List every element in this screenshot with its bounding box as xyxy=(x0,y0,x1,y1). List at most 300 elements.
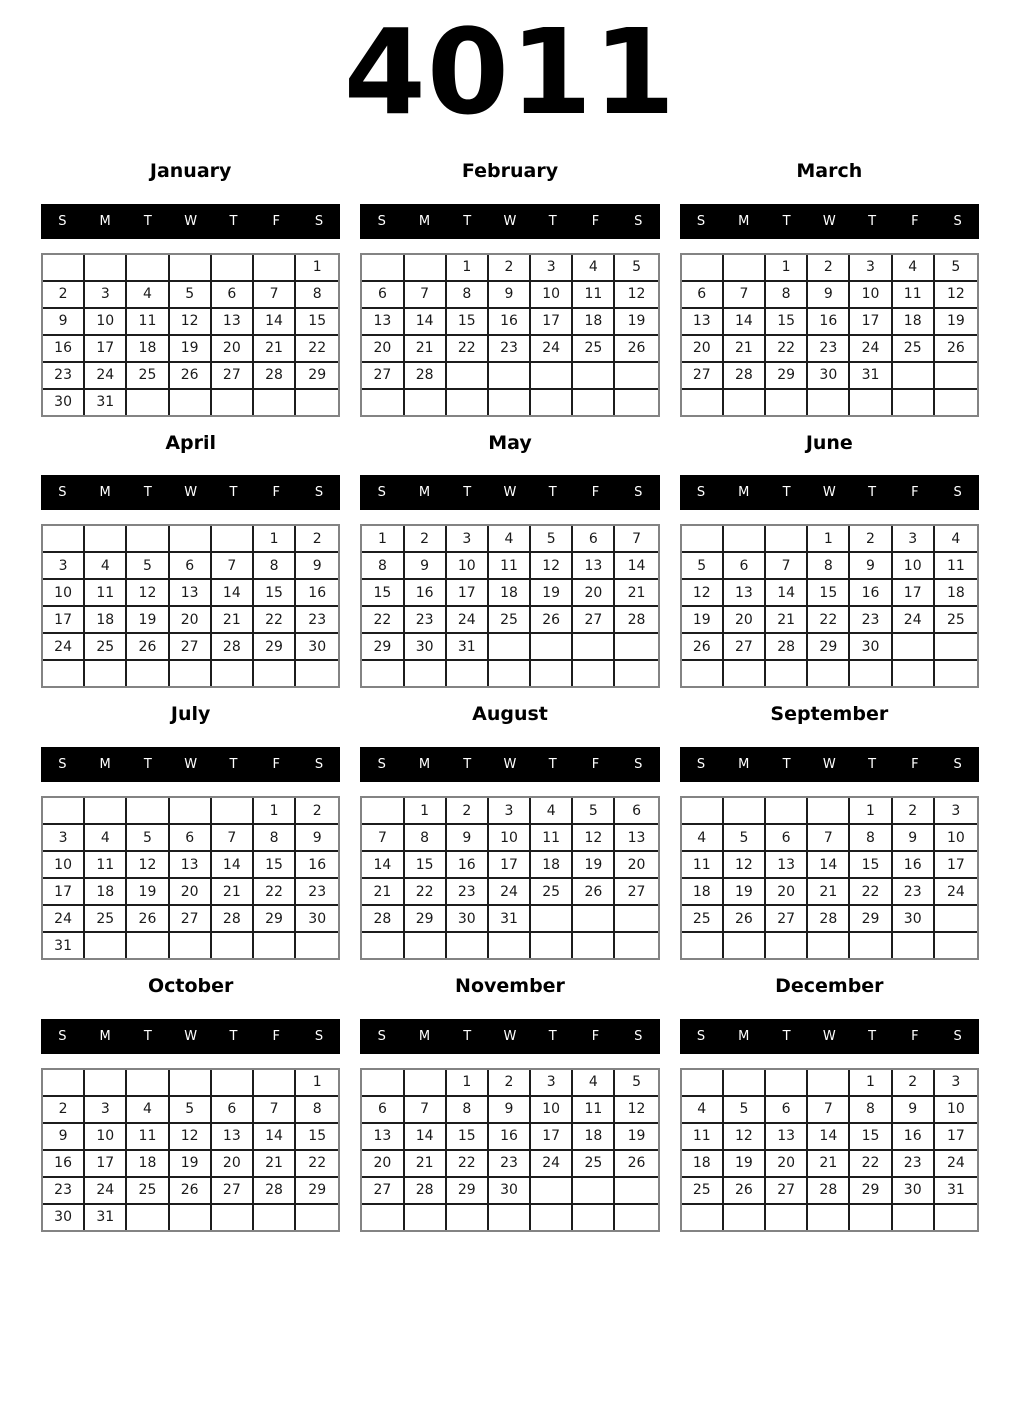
day-cell: 3 xyxy=(850,255,892,282)
day-cell: 19 xyxy=(127,879,169,906)
day-cell: 16 xyxy=(893,852,935,879)
months-grid xyxy=(0,160,1020,1247)
day-cell: 10 xyxy=(447,553,489,580)
empty-day-cell xyxy=(808,390,850,415)
weekday-label: F xyxy=(272,213,280,229)
empty-day-cell xyxy=(850,390,892,415)
day-cell: 24 xyxy=(43,906,85,933)
day-cell: 6 xyxy=(212,282,254,309)
day-cell: 5 xyxy=(724,1097,766,1124)
weekday-label: T xyxy=(143,757,152,773)
day-cell: 4 xyxy=(893,255,935,282)
day-cell: 25 xyxy=(85,634,127,661)
day-cell: 24 xyxy=(935,1151,977,1178)
weekday-header-bar xyxy=(41,747,340,782)
month-title: June xyxy=(805,431,853,454)
day-cell: 20 xyxy=(573,580,615,607)
empty-day-cell xyxy=(615,634,657,661)
weekday-label: S xyxy=(953,485,962,501)
day-cell: 5 xyxy=(170,282,212,309)
day-grid xyxy=(41,1068,340,1232)
month-block xyxy=(360,975,659,1232)
empty-day-cell xyxy=(893,1205,935,1230)
day-cell: 17 xyxy=(85,336,127,363)
day-cell: 2 xyxy=(808,255,850,282)
weekday-label: M xyxy=(738,757,750,773)
day-cell: 22 xyxy=(296,336,338,363)
month-title: January xyxy=(149,159,232,182)
day-cell: 12 xyxy=(935,282,977,309)
empty-day-cell xyxy=(682,390,724,415)
day-cell: 12 xyxy=(170,309,212,336)
weekday-label: S xyxy=(377,757,386,773)
day-cell: 12 xyxy=(127,580,169,607)
empty-day-cell xyxy=(573,363,615,390)
day-cell: 3 xyxy=(489,798,531,825)
day-cell: 15 xyxy=(362,580,404,607)
day-cell: 13 xyxy=(766,852,808,879)
day-cell: 29 xyxy=(850,906,892,933)
day-cell: 26 xyxy=(724,1178,766,1205)
empty-day-cell xyxy=(362,390,404,415)
day-cell: 13 xyxy=(362,309,404,336)
weekday-label: S xyxy=(58,1028,67,1044)
empty-day-cell xyxy=(935,906,977,933)
day-cell: 6 xyxy=(212,1097,254,1124)
day-cell: 16 xyxy=(808,309,850,336)
weekday-header-bar xyxy=(360,204,659,239)
day-cell: 7 xyxy=(724,282,766,309)
weekday-label: W xyxy=(184,757,198,773)
day-cell: 26 xyxy=(170,1178,212,1205)
day-cell: 14 xyxy=(362,852,404,879)
day-cell: 27 xyxy=(615,879,657,906)
day-cell: 18 xyxy=(85,879,127,906)
weekday-label: S xyxy=(377,213,386,229)
empty-day-cell xyxy=(850,1205,892,1230)
day-cell: 12 xyxy=(682,580,724,607)
day-cell: 24 xyxy=(489,879,531,906)
day-cell: 25 xyxy=(85,906,127,933)
empty-day-cell xyxy=(254,1070,296,1097)
day-grid xyxy=(680,524,979,688)
day-cell: 14 xyxy=(254,1124,296,1151)
day-cell: 20 xyxy=(766,879,808,906)
day-cell: 20 xyxy=(724,607,766,634)
day-cell: 1 xyxy=(447,255,489,282)
day-cell: 28 xyxy=(405,1178,447,1205)
day-cell: 1 xyxy=(296,255,338,282)
day-cell: 21 xyxy=(405,1151,447,1178)
day-cell: 13 xyxy=(170,580,212,607)
day-cell: 6 xyxy=(615,798,657,825)
weekday-label: S xyxy=(377,1028,386,1044)
weekday-label: F xyxy=(272,757,280,773)
day-cell: 18 xyxy=(85,607,127,634)
weekday-header-bar xyxy=(41,475,340,510)
day-cell: 5 xyxy=(127,825,169,852)
day-cell: 9 xyxy=(296,825,338,852)
empty-day-cell xyxy=(296,390,338,415)
empty-day-cell xyxy=(531,906,573,933)
day-cell: 11 xyxy=(893,282,935,309)
day-cell: 29 xyxy=(447,1178,489,1205)
day-cell: 19 xyxy=(615,309,657,336)
day-grid xyxy=(680,796,979,960)
day-cell: 1 xyxy=(296,1070,338,1097)
month-block xyxy=(680,703,979,960)
empty-day-cell xyxy=(531,634,573,661)
weekday-label: T xyxy=(143,1028,152,1044)
day-cell: 15 xyxy=(808,580,850,607)
empty-day-cell xyxy=(127,933,169,958)
day-cell: 17 xyxy=(850,309,892,336)
empty-day-cell xyxy=(615,1205,657,1230)
day-cell: 18 xyxy=(893,309,935,336)
day-cell: 7 xyxy=(362,825,404,852)
empty-day-cell xyxy=(531,390,573,415)
day-cell: 16 xyxy=(43,1151,85,1178)
weekday-label: M xyxy=(738,485,750,501)
empty-day-cell xyxy=(296,1205,338,1230)
day-cell: 21 xyxy=(808,1151,850,1178)
day-cell: 22 xyxy=(850,1151,892,1178)
empty-day-cell xyxy=(573,390,615,415)
empty-day-cell xyxy=(531,1178,573,1205)
month-block xyxy=(41,703,340,960)
day-cell: 20 xyxy=(682,336,724,363)
day-cell: 7 xyxy=(405,1097,447,1124)
empty-day-cell xyxy=(724,798,766,825)
weekday-label: W xyxy=(184,213,198,229)
day-cell: 22 xyxy=(405,879,447,906)
day-cell: 2 xyxy=(447,798,489,825)
day-cell: 28 xyxy=(615,607,657,634)
day-cell: 23 xyxy=(405,607,447,634)
empty-day-cell xyxy=(573,634,615,661)
day-cell: 27 xyxy=(362,363,404,390)
day-cell: 23 xyxy=(893,1151,935,1178)
day-cell: 22 xyxy=(296,1151,338,1178)
day-cell: 10 xyxy=(43,852,85,879)
day-cell: 1 xyxy=(254,798,296,825)
day-cell: 30 xyxy=(489,1178,531,1205)
day-cell: 4 xyxy=(573,255,615,282)
day-cell: 5 xyxy=(531,526,573,553)
day-cell: 31 xyxy=(447,634,489,661)
empty-day-cell xyxy=(447,363,489,390)
day-cell: 21 xyxy=(212,607,254,634)
day-cell: 2 xyxy=(405,526,447,553)
day-grid xyxy=(360,253,659,417)
day-cell: 21 xyxy=(362,879,404,906)
day-cell: 18 xyxy=(573,309,615,336)
day-cell: 24 xyxy=(893,607,935,634)
day-cell: 23 xyxy=(296,607,338,634)
day-cell: 9 xyxy=(893,1097,935,1124)
day-cell: 28 xyxy=(724,363,766,390)
empty-day-cell xyxy=(489,363,531,390)
yearly-calendar-page xyxy=(0,3,1020,1247)
day-cell: 30 xyxy=(893,906,935,933)
day-cell: 22 xyxy=(254,879,296,906)
day-cell: 7 xyxy=(254,282,296,309)
day-cell: 19 xyxy=(615,1124,657,1151)
day-cell: 29 xyxy=(296,1178,338,1205)
day-cell: 11 xyxy=(682,1124,724,1151)
weekday-label: T xyxy=(782,757,791,773)
empty-day-cell xyxy=(170,255,212,282)
day-grid xyxy=(680,1068,979,1232)
weekday-header-bar xyxy=(680,747,979,782)
day-cell: 13 xyxy=(724,580,766,607)
weekday-label: M xyxy=(738,1028,750,1044)
empty-day-cell xyxy=(573,1205,615,1230)
empty-day-cell xyxy=(615,906,657,933)
empty-day-cell xyxy=(362,255,404,282)
day-cell: 1 xyxy=(808,526,850,553)
weekday-header-bar xyxy=(41,204,340,239)
weekday-label: S xyxy=(377,485,386,501)
day-cell: 23 xyxy=(489,1151,531,1178)
day-cell: 10 xyxy=(43,580,85,607)
day-cell: 14 xyxy=(405,1124,447,1151)
day-cell: 13 xyxy=(212,1124,254,1151)
day-cell: 20 xyxy=(212,336,254,363)
empty-day-cell xyxy=(43,526,85,553)
empty-day-cell xyxy=(893,634,935,661)
day-cell: 13 xyxy=(682,309,724,336)
weekday-label: T xyxy=(868,485,877,501)
day-cell: 10 xyxy=(850,282,892,309)
day-cell: 29 xyxy=(296,363,338,390)
day-cell: 10 xyxy=(85,309,127,336)
day-cell: 8 xyxy=(447,282,489,309)
day-cell: 15 xyxy=(850,1124,892,1151)
day-grid xyxy=(41,524,340,688)
empty-day-cell xyxy=(766,390,808,415)
day-cell: 4 xyxy=(127,282,169,309)
day-grid xyxy=(41,253,340,417)
day-cell: 8 xyxy=(296,1097,338,1124)
day-cell: 9 xyxy=(808,282,850,309)
empty-day-cell xyxy=(170,1070,212,1097)
day-cell: 29 xyxy=(254,906,296,933)
day-cell: 7 xyxy=(766,553,808,580)
day-cell: 25 xyxy=(127,363,169,390)
empty-day-cell xyxy=(212,526,254,553)
day-cell: 10 xyxy=(893,553,935,580)
day-cell: 25 xyxy=(489,607,531,634)
day-cell: 15 xyxy=(447,309,489,336)
day-cell: 30 xyxy=(447,906,489,933)
weekday-label: S xyxy=(314,757,324,773)
day-cell: 7 xyxy=(808,1097,850,1124)
empty-day-cell xyxy=(85,661,127,686)
day-cell: 1 xyxy=(362,526,404,553)
weekday-header-bar xyxy=(680,204,979,239)
empty-day-cell xyxy=(893,661,935,686)
day-cell: 3 xyxy=(893,526,935,553)
day-cell: 27 xyxy=(573,607,615,634)
day-cell: 11 xyxy=(573,282,615,309)
weekday-label: S xyxy=(953,213,962,229)
weekday-label: W xyxy=(503,213,517,229)
day-cell: 20 xyxy=(170,607,212,634)
day-cell: 2 xyxy=(893,798,935,825)
weekday-label: T xyxy=(868,757,877,773)
empty-day-cell xyxy=(447,933,489,958)
day-cell: 27 xyxy=(766,1178,808,1205)
empty-day-cell xyxy=(808,1205,850,1230)
day-cell: 21 xyxy=(808,879,850,906)
day-cell: 10 xyxy=(489,825,531,852)
empty-day-cell xyxy=(615,661,657,686)
day-cell: 11 xyxy=(127,1124,169,1151)
empty-day-cell xyxy=(766,933,808,958)
day-cell: 8 xyxy=(808,553,850,580)
weekday-label: T xyxy=(868,1028,877,1044)
day-cell: 19 xyxy=(127,607,169,634)
empty-day-cell xyxy=(127,1205,169,1230)
day-cell: 3 xyxy=(935,798,977,825)
day-cell: 22 xyxy=(766,336,808,363)
day-cell: 14 xyxy=(405,309,447,336)
empty-day-cell xyxy=(212,798,254,825)
weekday-label: T xyxy=(782,1028,791,1044)
day-cell: 4 xyxy=(935,526,977,553)
empty-day-cell xyxy=(935,390,977,415)
empty-day-cell xyxy=(615,390,657,415)
day-cell: 19 xyxy=(682,607,724,634)
empty-day-cell xyxy=(85,526,127,553)
day-cell: 28 xyxy=(212,634,254,661)
day-cell: 13 xyxy=(170,852,212,879)
weekday-header-bar xyxy=(360,1019,659,1054)
empty-day-cell xyxy=(43,255,85,282)
day-cell: 27 xyxy=(724,634,766,661)
weekday-label: T xyxy=(868,213,877,229)
day-cell: 9 xyxy=(43,1124,85,1151)
day-cell: 21 xyxy=(254,1151,296,1178)
day-cell: 7 xyxy=(808,825,850,852)
day-cell: 26 xyxy=(615,1151,657,1178)
day-cell: 23 xyxy=(850,607,892,634)
weekday-label: W xyxy=(822,1028,836,1044)
weekday-label: S xyxy=(953,757,962,773)
day-cell: 11 xyxy=(489,553,531,580)
day-cell: 15 xyxy=(254,852,296,879)
weekday-label: S xyxy=(634,757,643,773)
day-cell: 20 xyxy=(766,1151,808,1178)
day-cell: 23 xyxy=(43,363,85,390)
weekday-label: F xyxy=(591,757,600,773)
empty-day-cell xyxy=(573,933,615,958)
weekday-label: M xyxy=(418,213,431,229)
day-cell: 3 xyxy=(531,1070,573,1097)
day-cell: 9 xyxy=(489,1097,531,1124)
day-cell: 16 xyxy=(893,1124,935,1151)
day-cell: 23 xyxy=(808,336,850,363)
empty-day-cell xyxy=(127,661,169,686)
empty-day-cell xyxy=(170,526,212,553)
weekday-label: F xyxy=(911,757,919,773)
day-cell: 6 xyxy=(170,825,212,852)
weekday-label: S xyxy=(634,485,643,501)
day-cell: 8 xyxy=(254,553,296,580)
empty-day-cell xyxy=(893,390,935,415)
day-grid xyxy=(41,796,340,960)
day-cell: 20 xyxy=(170,879,212,906)
empty-day-cell xyxy=(489,1205,531,1230)
weekday-label: F xyxy=(591,1028,600,1044)
empty-day-cell xyxy=(766,661,808,686)
weekday-label: W xyxy=(503,485,517,501)
day-cell: 25 xyxy=(573,336,615,363)
day-cell: 11 xyxy=(682,852,724,879)
day-cell: 24 xyxy=(935,879,977,906)
empty-day-cell xyxy=(127,1070,169,1097)
day-cell: 10 xyxy=(531,1097,573,1124)
day-cell: 27 xyxy=(170,634,212,661)
day-cell: 8 xyxy=(362,553,404,580)
empty-day-cell xyxy=(615,363,657,390)
day-cell: 25 xyxy=(682,1178,724,1205)
day-cell: 3 xyxy=(43,825,85,852)
day-cell: 17 xyxy=(935,1124,977,1151)
day-cell: 4 xyxy=(85,553,127,580)
empty-day-cell xyxy=(724,661,766,686)
day-cell: 30 xyxy=(43,390,85,415)
day-cell: 9 xyxy=(447,825,489,852)
day-cell: 8 xyxy=(850,1097,892,1124)
day-cell: 5 xyxy=(682,553,724,580)
day-cell: 25 xyxy=(127,1178,169,1205)
weekday-label: T xyxy=(229,757,238,773)
day-cell: 22 xyxy=(362,607,404,634)
day-cell: 4 xyxy=(531,798,573,825)
day-cell: 29 xyxy=(850,1178,892,1205)
day-cell: 5 xyxy=(615,1070,657,1097)
day-cell: 29 xyxy=(808,634,850,661)
empty-day-cell xyxy=(85,933,127,958)
day-cell: 2 xyxy=(489,1070,531,1097)
empty-day-cell xyxy=(212,933,254,958)
empty-day-cell xyxy=(405,1070,447,1097)
weekday-label: T xyxy=(782,485,791,501)
day-cell: 24 xyxy=(43,634,85,661)
weekday-header-bar xyxy=(680,1019,979,1054)
weekday-label: S xyxy=(634,1028,643,1044)
weekday-label: S xyxy=(696,757,706,773)
day-cell: 7 xyxy=(212,825,254,852)
empty-day-cell xyxy=(170,798,212,825)
day-cell: 16 xyxy=(405,580,447,607)
day-cell: 22 xyxy=(808,607,850,634)
day-cell: 28 xyxy=(212,906,254,933)
day-cell: 13 xyxy=(212,309,254,336)
month-title: July xyxy=(170,703,211,726)
empty-day-cell xyxy=(724,1070,766,1097)
day-cell: 4 xyxy=(127,1097,169,1124)
day-cell: 8 xyxy=(254,825,296,852)
weekday-label: T xyxy=(463,1028,472,1044)
day-cell: 15 xyxy=(296,309,338,336)
empty-day-cell xyxy=(127,798,169,825)
empty-day-cell xyxy=(127,390,169,415)
empty-day-cell xyxy=(808,1070,850,1097)
day-cell: 10 xyxy=(531,282,573,309)
